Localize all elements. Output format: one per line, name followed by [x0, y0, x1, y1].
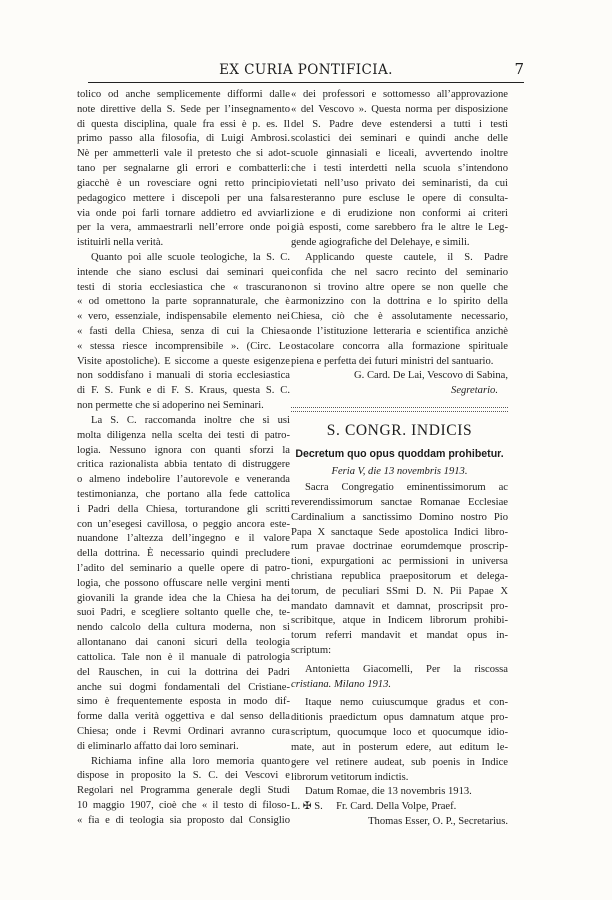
text-line: « dei professori e sottomesso all’approvazione [291, 89, 508, 100]
text-line: l’adito del seminario a quelle opere di patro- [77, 563, 290, 574]
text-line: giovanili la grande idea che la Chiesa ha dei [77, 592, 290, 604]
text-line: La S. C. raccomanda inoltre che si usi [91, 414, 290, 426]
text-line: primo passo alla filosofia, di Luigi Ambrosi. [77, 133, 290, 145]
text-line: nuandone l’altezza dell’ingegno e il valore [77, 533, 290, 545]
text-line: di F. S. Funk e di F. S. Kraus, questa S. C. [77, 385, 290, 397]
text-line: Visite apostoliche). E siccome a queste esigenze [77, 355, 290, 367]
text-line: allontanano dai canoni sicuri della teologia [77, 637, 290, 649]
text-line: gende agiografiche del Delehaye, e simili. [291, 237, 470, 249]
secretary-signature: Thomas Esser, O. P., Secretarius. [368, 815, 508, 827]
text-line: della dottrina. È necessario quindi precludere [77, 548, 290, 560]
text-line: 10 maggio 1907, cioè che « il testo di filoso- [77, 800, 290, 811]
text-line: scolastici dei seminari e quindi anche delle [291, 133, 508, 145]
signature-line: G. Card. De Lai, Vescovo di Sabina, [354, 370, 508, 382]
text-line: mate, aut in posterum edere, aut editum le- [291, 741, 508, 753]
text-line: onde l’istituzione letteraria e scientifica anzichè [291, 326, 508, 337]
text-line: zione e di erudizione non conformi ai criteri [291, 207, 508, 219]
text-line: simo è frequentemente esposta in modo dif- [77, 696, 290, 708]
text-line: vietati nell’uso privato dei seminaristi, da cui [291, 177, 508, 189]
page-number: 7 [514, 60, 524, 78]
text-line: suoi Padri, e scegliere soltanto quelle che, te- [77, 607, 290, 619]
text-line: reverendissimorum sanctae Romanae Ecclesiae [291, 496, 508, 508]
prohibited-work-line: cristiana. Milano 1913. [291, 678, 392, 690]
section-divider [291, 399, 508, 415]
text-line: note direttive della S. Sede per l’insegnamento [77, 103, 290, 115]
running-header [88, 60, 524, 83]
text-line: librorum vetitorum indictis. [291, 771, 409, 783]
text-line: già esposti, come sarebbero fra le altre le Leg- [291, 222, 508, 234]
text-line: logia, che possono offuscare nelle vergini menti [77, 577, 290, 589]
text-line: per la vera, ammaestrarli nell’errore onde poi [77, 222, 290, 234]
text-line: armonizzino con la dottrina e lo spirito della [291, 296, 508, 308]
text-line: intende che siano esclusi dai seminari quei [77, 266, 290, 278]
text-line: critica razionalista abbia tentato di distruggere [77, 459, 290, 471]
text-line: « vero, essenziale, indispensabile elemento nei [77, 311, 290, 323]
text-line: rum pravae doctrinae eorumdemque proscrip- [291, 541, 508, 553]
text-line: di eliminarlo affatto dai loro seminari. [77, 740, 239, 752]
text-line: testimonianza, che portano alla fede cattolica [77, 488, 290, 500]
text-line: forme dalla verità oggettiva e dal senso della [77, 711, 290, 723]
prohibited-work-line: Antonietta Giacomelli, Per la riscossa [305, 663, 508, 675]
text-line: che i testi interdetti nella scuola s’intendono [291, 163, 508, 175]
section-title: S. CONGR. INDICIS [326, 422, 473, 440]
text-line: scribitque, atque in Indicem librorum prohibi- [291, 615, 508, 627]
text-line: Applicando queste cautele, il S. Padre [305, 251, 508, 263]
text-line: via onde poi farli tornare addietro ed avviarli [77, 207, 290, 219]
decree-title: Decretum quo opus quoddam prohibetur. [295, 448, 504, 461]
text-line: tioni, expurgationi ac permissioni in universa [291, 556, 508, 568]
running-title: EX CURIA PONTIFICIA. [219, 62, 393, 78]
text-line: tolico od anche semplicemente difformi dalle [77, 89, 290, 100]
text-line: dispose in proposito la S. C. dei Vescovi e [77, 770, 290, 782]
right-column [291, 88, 508, 830]
text-line: logia. Nessuno ignora con quanti sforzi la [77, 444, 290, 456]
text-line: non si trovino altre opere se non quelle che [291, 281, 508, 293]
text-line: « del Vescovo ». Questa norma per disposizione [291, 103, 508, 115]
text-line: del Rauschen, in cui la dottrina dei Padri [77, 666, 290, 678]
prefect-signature: L. ✠ S. Fr. Card. Della Volpe, Praef. [291, 801, 457, 813]
text-line: Chiesa, ciò che è assolutamente necessario, [291, 311, 508, 323]
text-line: Sacra Congregatio eminentissimorum ac [305, 482, 508, 494]
text-line: torum referri mandavit et mandat opus in- [291, 630, 508, 642]
text-line: confida che nel sacro recinto del seminario [291, 266, 508, 278]
text-line: anche sui dogmi fondamentali del Cristiane- [77, 681, 290, 693]
text-line: scuole ginnasiali e liceali, avvertendo inoltre [291, 148, 508, 160]
text-line: Cardinalium a sanctissimo Domino nostro Pio [291, 511, 508, 523]
text-line: con un’esegesi cavillosa, o peggio ancora este- [77, 518, 290, 530]
text-line: molta diligenza nella scelta dei testi di patro- [77, 429, 290, 441]
text-line: Richiama infine alla loro memoria quanto [91, 755, 290, 767]
text-line: « fasti della Chiesa, senza di cui la Chiesa [77, 326, 290, 337]
text-line: « fia e di teologia sia proposto dal Consiglio [77, 814, 290, 826]
left-column [77, 88, 290, 829]
text-line: del S. Padre deve estendersi a tutti i testi [291, 118, 508, 130]
text-line: istituirli nella verità. [77, 237, 164, 249]
text-line: gere vel retinere audeat, sub poenis in Indice [291, 756, 508, 768]
datum-line: Datum Romae, die 13 novembris 1913. [305, 786, 472, 798]
text-line: resteranno pure escluse le opere di consulta- [291, 192, 508, 204]
text-line: testi di storia ecclesiastica che « trascurano [77, 281, 290, 293]
decree-date: Feria V, die 13 novembris 1913. [331, 466, 468, 478]
text-line: torum, de peculiari SSmi D. N. Pii Papae X [291, 585, 508, 597]
text-line: non permette che si adoperino nei Seminari. [77, 400, 264, 412]
text-line: Papa X sanctaque Sede apostolica Indici libro- [291, 526, 508, 538]
text-line: Chiesa; onde i Revmi Ordinari avranno cura [77, 725, 290, 737]
text-line: scriptum: [291, 645, 332, 656]
text-line: ditionis praedictum opus damnatum atque pro- [291, 712, 508, 724]
text-line: pedagogico mettere i discepoli per una falsa [77, 192, 290, 204]
text-line: christiana republica praepositorum et delega- [291, 570, 508, 582]
text-line: non soddisfano i manuali di storia ecclesiastica [77, 370, 290, 382]
text-line: scriptum, quocumque loco et quocumque idio- [291, 727, 508, 739]
text-line: Nè per ammetterli vale il pretesto che si adot- [77, 148, 290, 160]
text-line: ostacolare concorra alla formazione spirituale [291, 340, 508, 352]
text-line: mandato damnavit et damnat, proscripsit pro- [291, 600, 508, 612]
text-line: Quanto poi alle scuole teologiche, la S. C. [91, 251, 290, 263]
signature-role: Segretario. [451, 385, 498, 397]
text-line: cattolica. Tale non è il manuale di patrologia [77, 651, 290, 663]
text-line: giacchè è un rovesciare ogni retto principio [77, 177, 290, 189]
text-line: di questa disciplina, quale fra essi è p. es. Il [77, 118, 290, 130]
text-line: o almeno indebolire l’autorevole e veneranda [77, 474, 290, 486]
text-line: Itaque nemo cuiuscumque gradus et con- [305, 697, 508, 709]
text-line: piena e perfetta dei futuri ministri del santuario. [291, 355, 494, 367]
text-line: « od omettono la parte soprannaturale, che è [77, 296, 290, 308]
text-line: Regolari nel Programma generale degli Studi [77, 785, 290, 797]
text-line: nendo calcolo della cultura moderna, non si [77, 622, 290, 634]
text-line: « stessa riesce incomprensibile ». (Circ. Le [77, 340, 290, 352]
text-line: i Padri della Chiesa, torturandone gli scritti [77, 503, 290, 515]
text-line: tano per segnalarne gli errori e combatterli: [77, 163, 290, 175]
